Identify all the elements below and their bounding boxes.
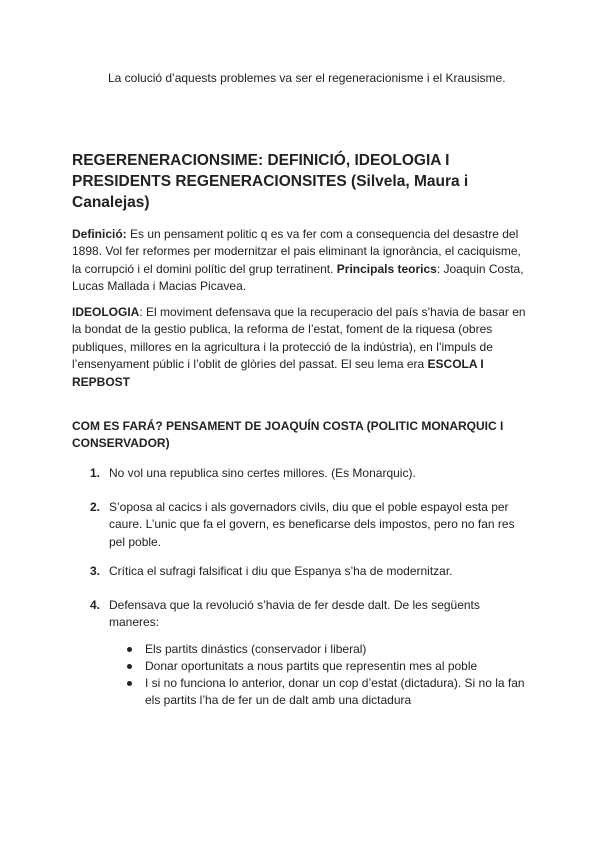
list-number: 2.: [90, 500, 101, 514]
definicio-paragraph: [72, 226, 532, 296]
list-number: 1.: [90, 466, 101, 480]
definicio-text: Es un pensament politic q es va fer com a consequencia del desastre del 1898. Vol fer reformes per modernitzar el pais eliminant la ignorància, el caciquisme, la corrupció i el domini polític del grup terratinent.: [72, 227, 521, 276]
list-text: S’oposa al cacics i als governadors civils, diu que el poble espayol esta per caure. L’unic que fa el govern, es beneficarse dels impostos, pero no fan res pel poble.: [109, 500, 515, 549]
bullet-text: I si no funciona lo anterior, donar un cop d’estat (dictadura). Si no la fan els partits l’ha de fer un de dalt amb una dictadura: [145, 676, 525, 708]
list-text: Defensava que la revolució s’havia de fer desde dalt. De les següents maneres:: [109, 598, 480, 630]
bullet-dot-icon: [127, 664, 132, 669]
ideologia-label: IDEOLOGIA: [72, 305, 140, 319]
ideologia-paragraph: [72, 304, 532, 391]
bullet-dot-icon: [127, 681, 132, 686]
teorics-label: Principals teorics: [336, 261, 437, 276]
teorics-text: : Joaquin Costa, Lucas Mallada i Macias Picavea.: [72, 261, 524, 294]
list-number: 3.: [90, 564, 101, 578]
lema-text: ESCOLA I REPBOST: [72, 357, 484, 389]
ideologia-text: : El moviment defensava que la recuperacio del país s’havia de basar en la bondat de la gestio publica, la reforma de l’estat, foment de la riquesa (obres publiques, millores en la agricultura i la protecció de la indústria), en l’impuls de l’ensenyament públic i l’oblit de glòries del passat. El seu lema era: [72, 305, 526, 372]
intro-line: La colució d’aquests problemes va ser el regeneracionisme i el Krausisme.: [108, 71, 506, 85]
list-text: No vol una republica sino certes millores. (Es Monarquic).: [109, 466, 416, 480]
bullet-text: Els partits dinástics (conservador i liberal): [145, 642, 367, 656]
bullet-text: Donar oportunitats a nous partits que representin mes al poble: [145, 659, 478, 673]
costa-subheading: COM ES FARÁ? PENSAMENT DE JOAQUÍN COSTA (POLITIC MONARQUIC I CONSERVADOR): [72, 419, 504, 450]
section-heading: REGERENERACIONSIME: DEFINICIÓ, IDEOLOGIA I PRESIDENTS REGENERACIONSITES (Silvela, Maura i Canalejas): [72, 152, 469, 211]
bullet-dot-icon: [127, 647, 132, 652]
definicio-label: Definició:: [72, 227, 127, 241]
list-text: Crítica el sufragi falsificat i diu que Espanya s’ha de modernitzar.: [109, 564, 453, 578]
list-number: 4.: [90, 598, 101, 612]
